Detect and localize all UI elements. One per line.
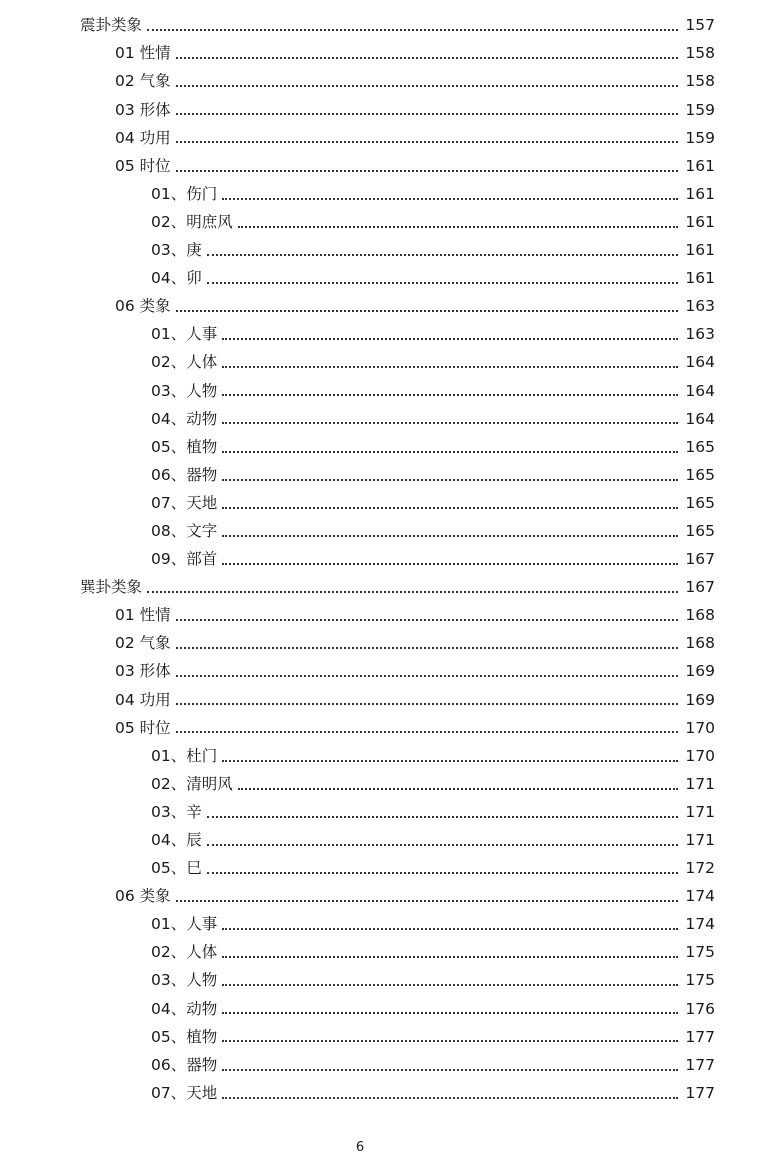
toc-entry-label: 03、人物 [151, 971, 218, 990]
toc-entry-label: 03、庚 [151, 241, 202, 260]
toc-entry-label: 02、明庶风 [151, 212, 233, 231]
toc-entry-label: 05 时位 [115, 156, 171, 175]
toc-entry-page-number: 167 [685, 550, 715, 569]
toc-entry-page-number: 163 [685, 325, 715, 344]
toc-entry[interactable] [0, 124, 772, 152]
toc-entry-label: 04、卯 [151, 269, 202, 288]
toc-entry-label: 07、天地 [151, 1083, 218, 1102]
toc-entry[interactable] [0, 68, 772, 96]
toc-entry-label: 09、部首 [151, 550, 218, 569]
toc-entry[interactable] [0, 293, 772, 321]
toc-entry-label: 03 形体 [115, 100, 171, 119]
toc-entry-label: 01、伤门 [151, 184, 218, 203]
toc-entry[interactable] [0, 742, 772, 770]
toc-entry[interactable] [0, 714, 772, 742]
toc-entry-label: 01 性情 [115, 606, 171, 625]
toc-entry-label: 06 类象 [115, 887, 171, 906]
toc-entry-label: 06 类象 [115, 297, 171, 316]
dot-leader [222, 478, 678, 481]
toc-entry-page-number: 168 [685, 634, 715, 653]
toc-entry-label: 01、杜门 [151, 746, 218, 765]
toc-entry-label: 08、文字 [151, 521, 218, 540]
dot-leader [176, 309, 678, 312]
toc-entry-label: 震卦类象 [80, 16, 143, 35]
toc-entry-page-number: 161 [685, 241, 715, 260]
dot-leader [222, 197, 678, 200]
toc-entry[interactable] [0, 995, 772, 1023]
dot-leader [176, 84, 678, 87]
dot-leader [176, 169, 678, 172]
toc-entry-page-number: 163 [685, 297, 715, 316]
toc-entry-label: 04 功用 [115, 128, 171, 147]
toc-entry-label: 04、辰 [151, 831, 202, 850]
toc-entry-page-number: 167 [685, 578, 715, 597]
toc-entry-page-number: 177 [685, 1055, 715, 1074]
toc-entry-page-number: 161 [685, 212, 715, 231]
dot-leader [222, 562, 678, 565]
toc-entry-label: 02、清明风 [151, 774, 233, 793]
toc-entry[interactable] [0, 377, 772, 405]
dot-leader [207, 253, 678, 256]
toc-entry-page-number: 170 [685, 746, 715, 765]
toc-entry-label: 05、植物 [151, 1027, 218, 1046]
toc-entry-label: 03、人物 [151, 381, 218, 400]
toc-entry[interactable] [0, 265, 772, 293]
toc-entry-page-number: 158 [685, 72, 715, 91]
toc-entry-label: 06、器物 [151, 465, 218, 484]
dot-leader [222, 983, 678, 986]
toc-entry-page-number: 177 [685, 1027, 715, 1046]
dot-leader [207, 871, 678, 874]
toc-entry[interactable] [0, 939, 772, 967]
toc-entry-page-number: 165 [685, 465, 715, 484]
dot-leader [222, 393, 678, 396]
toc-entry[interactable] [0, 433, 772, 461]
toc-entry-label: 02 气象 [115, 634, 171, 653]
toc-entry-page-number: 172 [685, 859, 715, 878]
toc-entry[interactable] [0, 12, 772, 40]
dot-leader [238, 787, 678, 790]
toc-entry-label: 02 气象 [115, 72, 171, 91]
toc-entry-label: 04、动物 [151, 409, 218, 428]
table-of-contents [0, 12, 772, 1108]
toc-entry-page-number: 164 [685, 409, 715, 428]
dot-leader [222, 506, 678, 509]
dot-leader [222, 1011, 678, 1014]
toc-entry[interactable] [0, 96, 772, 124]
dot-leader [238, 225, 678, 228]
dot-leader [222, 759, 678, 762]
toc-entry-page-number: 165 [685, 521, 715, 540]
toc-entry-page-number: 159 [685, 100, 715, 119]
toc-entry-page-number: 158 [685, 44, 715, 63]
toc-entry[interactable] [0, 405, 772, 433]
toc-entry-page-number: 175 [685, 971, 715, 990]
toc-entry[interactable] [0, 686, 772, 714]
dot-leader [222, 1096, 678, 1099]
toc-entry-page-number: 161 [685, 269, 715, 288]
toc-entry-page-number: 176 [685, 999, 715, 1018]
toc-entry[interactable] [0, 658, 772, 686]
dot-leader [222, 955, 678, 958]
toc-entry-page-number: 169 [685, 662, 715, 681]
toc-entry-page-number: 165 [685, 493, 715, 512]
dot-leader [176, 899, 678, 902]
toc-entry-page-number: 175 [685, 943, 715, 962]
dot-leader [147, 590, 678, 593]
toc-entry[interactable] [0, 181, 772, 209]
dot-leader [176, 56, 678, 59]
toc-entry[interactable] [0, 574, 772, 602]
toc-entry-page-number: 177 [685, 1083, 715, 1102]
toc-entry[interactable] [0, 1080, 772, 1108]
toc-entry-label: 05 时位 [115, 718, 171, 737]
toc-entry[interactable] [0, 349, 772, 377]
dot-leader [176, 646, 678, 649]
dot-leader [222, 421, 678, 424]
toc-entry-label: 07、天地 [151, 493, 218, 512]
toc-entry-page-number: 159 [685, 128, 715, 147]
toc-entry-label: 05、植物 [151, 437, 218, 456]
toc-entry[interactable] [0, 799, 772, 827]
toc-entry[interactable] [0, 630, 772, 658]
toc-entry[interactable] [0, 462, 772, 490]
dot-leader [222, 450, 678, 453]
toc-entry-page-number: 161 [685, 184, 715, 203]
toc-entry-page-number: 169 [685, 690, 715, 709]
toc-entry[interactable] [0, 602, 772, 630]
toc-entry-page-number: 170 [685, 718, 715, 737]
dot-leader [176, 730, 678, 733]
dot-leader [176, 618, 678, 621]
dot-leader [207, 815, 678, 818]
toc-entry-label: 01、人事 [151, 325, 218, 344]
toc-entry-page-number: 174 [685, 887, 715, 906]
toc-entry[interactable] [0, 827, 772, 855]
toc-entry[interactable] [0, 771, 772, 799]
toc-entry-label: 01 性情 [115, 44, 171, 63]
toc-entry-page-number: 157 [685, 16, 715, 35]
dot-leader [176, 140, 678, 143]
toc-entry-page-number: 171 [685, 774, 715, 793]
toc-entry-page-number: 171 [685, 831, 715, 850]
toc-entry-label: 02、人体 [151, 943, 218, 962]
toc-entry[interactable] [0, 152, 772, 180]
toc-entry-page-number: 164 [685, 381, 715, 400]
toc-entry[interactable] [0, 967, 772, 995]
dot-leader [222, 337, 678, 340]
toc-entry-label: 03、辛 [151, 802, 202, 821]
toc-entry[interactable] [0, 40, 772, 68]
toc-entry[interactable] [0, 883, 772, 911]
toc-entry-page-number: 164 [685, 353, 715, 372]
dot-leader [222, 534, 678, 537]
toc-entry-page-number: 161 [685, 156, 715, 175]
toc-entry-page-number: 171 [685, 802, 715, 821]
toc-entry-label: 巽卦类象 [80, 578, 143, 597]
dot-leader [222, 1068, 678, 1071]
toc-entry-label: 04 功用 [115, 690, 171, 709]
dot-leader [176, 702, 678, 705]
toc-entry-label: 03 形体 [115, 662, 171, 681]
dot-leader [147, 28, 678, 31]
toc-entry-label: 04、动物 [151, 999, 218, 1018]
toc-entry[interactable] [0, 490, 772, 518]
toc-entry[interactable] [0, 209, 772, 237]
toc-entry-page-number: 174 [685, 915, 715, 934]
page-number: 6 [355, 1140, 365, 1155]
dot-leader [222, 927, 678, 930]
dot-leader [207, 843, 678, 846]
toc-entry-label: 02、人体 [151, 353, 218, 372]
toc-entry[interactable] [0, 911, 772, 939]
dot-leader [207, 281, 678, 284]
toc-entry[interactable] [0, 546, 772, 574]
toc-entry-label: 06、器物 [151, 1055, 218, 1074]
toc-entry[interactable] [0, 1023, 772, 1051]
dot-leader [222, 1039, 678, 1042]
toc-entry[interactable] [0, 321, 772, 349]
toc-entry-page-number: 165 [685, 437, 715, 456]
toc-entry-page-number: 168 [685, 606, 715, 625]
toc-entry-label: 01、人事 [151, 915, 218, 934]
dot-leader [176, 674, 678, 677]
toc-entry[interactable] [0, 855, 772, 883]
toc-entry-label: 05、巳 [151, 859, 202, 878]
toc-entry[interactable] [0, 518, 772, 546]
toc-entry[interactable] [0, 237, 772, 265]
dot-leader [176, 112, 678, 115]
toc-entry[interactable] [0, 1051, 772, 1079]
dot-leader [222, 365, 678, 368]
